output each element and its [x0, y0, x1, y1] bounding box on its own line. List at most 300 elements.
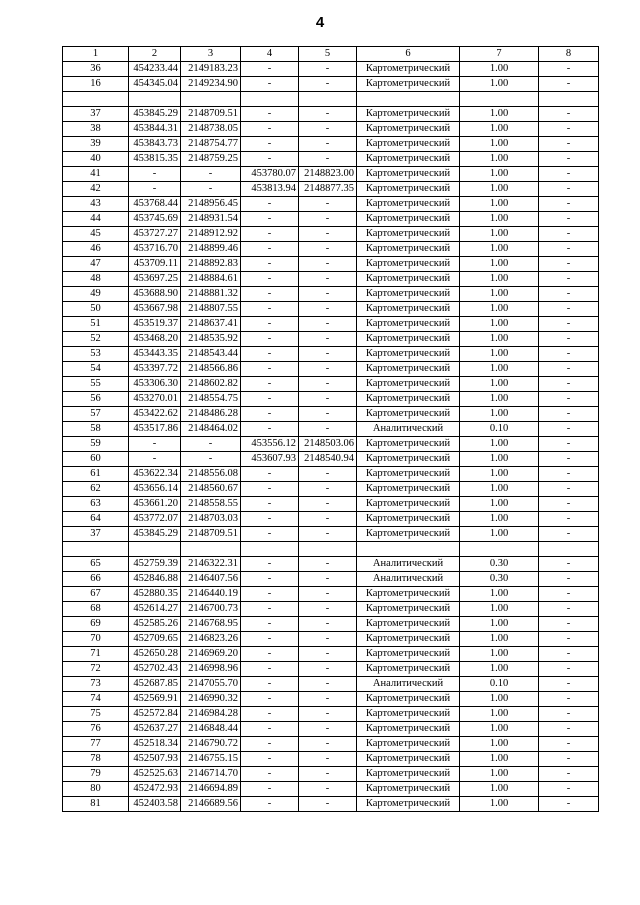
- point-number-cell: 74: [63, 692, 129, 707]
- table-row: [63, 632, 599, 647]
- table-row: [63, 512, 599, 527]
- note-cell: -: [539, 467, 599, 482]
- method-cell: Картометрический: [357, 767, 460, 782]
- method-cell: Картометрический: [357, 242, 460, 257]
- note-cell: -: [539, 122, 599, 137]
- new-y-coordinate-cell: -: [299, 572, 357, 587]
- note-cell: -: [539, 482, 599, 497]
- point-number-cell: 56: [63, 392, 129, 407]
- point-number-cell: 80: [63, 782, 129, 797]
- header-cell-col-4: 4: [241, 47, 299, 62]
- note-cell: [539, 542, 599, 557]
- new-x-coordinate-cell: -: [241, 557, 299, 572]
- new-y-coordinate-cell: -: [299, 797, 357, 812]
- new-x-coordinate-cell: 453780.07: [241, 167, 299, 182]
- y-coordinate-cell: 2148759.25: [181, 152, 241, 167]
- new-y-coordinate-cell: -: [299, 362, 357, 377]
- new-x-coordinate-cell: -: [241, 692, 299, 707]
- note-cell: -: [539, 422, 599, 437]
- table-row: [63, 242, 599, 257]
- header-cell-col-7: 7: [460, 47, 539, 62]
- method-cell: Картометрический: [357, 257, 460, 272]
- y-coordinate-cell: [181, 92, 241, 107]
- x-coordinate-cell: [129, 92, 181, 107]
- x-coordinate-cell: 453727.27: [129, 227, 181, 242]
- note-cell: -: [539, 707, 599, 722]
- table-row: [63, 527, 599, 542]
- new-x-coordinate-cell: -: [241, 302, 299, 317]
- note-cell: -: [539, 212, 599, 227]
- accuracy-cell: 1.00: [460, 347, 539, 362]
- table-row: [63, 272, 599, 287]
- method-cell: Картометрический: [357, 377, 460, 392]
- y-coordinate-cell: -: [181, 182, 241, 197]
- method-cell: Картометрический: [357, 197, 460, 212]
- accuracy-cell: [460, 542, 539, 557]
- table-row: [63, 227, 599, 242]
- table-row: [63, 317, 599, 332]
- x-coordinate-cell: 453397.72: [129, 362, 181, 377]
- method-cell: Картометрический: [357, 272, 460, 287]
- note-cell: -: [539, 182, 599, 197]
- accuracy-cell: 1.00: [460, 527, 539, 542]
- method-cell: Аналитический: [357, 557, 460, 572]
- table-row: [63, 707, 599, 722]
- point-number-cell: 64: [63, 512, 129, 527]
- new-x-coordinate-cell: -: [241, 602, 299, 617]
- point-number-cell: 49: [63, 287, 129, 302]
- new-y-coordinate-cell: -: [299, 137, 357, 152]
- new-x-coordinate-cell: -: [241, 377, 299, 392]
- point-number-cell: 72: [63, 662, 129, 677]
- point-number-cell: 68: [63, 602, 129, 617]
- note-cell: -: [539, 647, 599, 662]
- accuracy-cell: 1.00: [460, 407, 539, 422]
- note-cell: -: [539, 272, 599, 287]
- y-coordinate-cell: 2146322.31: [181, 557, 241, 572]
- x-coordinate-cell: 453656.14: [129, 482, 181, 497]
- accuracy-cell: 0.30: [460, 572, 539, 587]
- note-cell: -: [539, 137, 599, 152]
- table-row: [63, 647, 599, 662]
- point-number-cell: 76: [63, 722, 129, 737]
- point-number-cell: 75: [63, 707, 129, 722]
- note-cell: -: [539, 527, 599, 542]
- x-coordinate-cell: 453843.73: [129, 137, 181, 152]
- table-row: [63, 287, 599, 302]
- x-coordinate-cell: 453519.37: [129, 317, 181, 332]
- note-cell: -: [539, 632, 599, 647]
- method-cell: Картометрический: [357, 107, 460, 122]
- y-coordinate-cell: 2148703.03: [181, 512, 241, 527]
- table-row: [63, 347, 599, 362]
- x-coordinate-cell: 453622.34: [129, 467, 181, 482]
- new-y-coordinate-cell: -: [299, 242, 357, 257]
- new-x-coordinate-cell: -: [241, 677, 299, 692]
- x-coordinate-cell: 453667.98: [129, 302, 181, 317]
- new-x-coordinate-cell: -: [241, 257, 299, 272]
- note-cell: -: [539, 77, 599, 92]
- new-y-coordinate-cell: -: [299, 557, 357, 572]
- table-row: [63, 422, 599, 437]
- table-row: [63, 167, 599, 182]
- table-row: [63, 197, 599, 212]
- accuracy-cell: 1.00: [460, 587, 539, 602]
- new-x-coordinate-cell: -: [241, 707, 299, 722]
- accuracy-cell: 1.00: [460, 287, 539, 302]
- new-y-coordinate-cell: -: [299, 647, 357, 662]
- y-coordinate-cell: 2146790.72: [181, 737, 241, 752]
- point-number-cell: 16: [63, 77, 129, 92]
- new-y-coordinate-cell: 2148503.06: [299, 437, 357, 452]
- new-x-coordinate-cell: -: [241, 482, 299, 497]
- y-coordinate-cell: 2148535.92: [181, 332, 241, 347]
- new-y-coordinate-cell: -: [299, 212, 357, 227]
- y-coordinate-cell: 2148637.41: [181, 317, 241, 332]
- table-row: [63, 602, 599, 617]
- new-x-coordinate-cell: -: [241, 152, 299, 167]
- method-cell: Картометрический: [357, 167, 460, 182]
- new-y-coordinate-cell: -: [299, 347, 357, 362]
- point-number-cell: 77: [63, 737, 129, 752]
- method-cell: Картометрический: [357, 752, 460, 767]
- new-x-coordinate-cell: -: [241, 737, 299, 752]
- point-number-cell: 53: [63, 347, 129, 362]
- new-x-coordinate-cell: -: [241, 272, 299, 287]
- x-coordinate-cell: 452637.27: [129, 722, 181, 737]
- new-x-coordinate-cell: 453813.94: [241, 182, 299, 197]
- table-row: [63, 122, 599, 137]
- y-coordinate-cell: 2149234.90: [181, 77, 241, 92]
- new-y-coordinate-cell: -: [299, 707, 357, 722]
- new-y-coordinate-cell: -: [299, 722, 357, 737]
- y-coordinate-cell: 2148558.55: [181, 497, 241, 512]
- table-row: [63, 797, 599, 812]
- point-number-cell: [63, 92, 129, 107]
- header-cell-col-5: 5: [299, 47, 357, 62]
- accuracy-cell: 1.00: [460, 752, 539, 767]
- new-y-coordinate-cell: -: [299, 152, 357, 167]
- header-cell-col-6: 6: [357, 47, 460, 62]
- accuracy-cell: 1.00: [460, 767, 539, 782]
- note-cell: -: [539, 557, 599, 572]
- table-row: [63, 407, 599, 422]
- note-cell: -: [539, 257, 599, 272]
- y-coordinate-cell: 2147055.70: [181, 677, 241, 692]
- new-x-coordinate-cell: -: [241, 107, 299, 122]
- table-row: [63, 107, 599, 122]
- y-coordinate-cell: 2146694.89: [181, 782, 241, 797]
- new-x-coordinate-cell: -: [241, 797, 299, 812]
- new-y-coordinate-cell: -: [299, 317, 357, 332]
- accuracy-cell: 1.00: [460, 377, 539, 392]
- new-x-coordinate-cell: -: [241, 512, 299, 527]
- accuracy-cell: 1.00: [460, 137, 539, 152]
- new-x-coordinate-cell: -: [241, 782, 299, 797]
- point-number-cell: 38: [63, 122, 129, 137]
- table-row: [63, 437, 599, 452]
- x-coordinate-cell: 453270.01: [129, 392, 181, 407]
- x-coordinate-cell: 452846.88: [129, 572, 181, 587]
- table-row: [63, 62, 599, 77]
- new-y-coordinate-cell: -: [299, 302, 357, 317]
- method-cell: Аналитический: [357, 422, 460, 437]
- note-cell: -: [539, 332, 599, 347]
- point-number-cell: 54: [63, 362, 129, 377]
- new-x-coordinate-cell: 453607.93: [241, 452, 299, 467]
- accuracy-cell: 1.00: [460, 257, 539, 272]
- y-coordinate-cell: 2148884.61: [181, 272, 241, 287]
- method-cell: Картометрический: [357, 452, 460, 467]
- point-number-cell: 59: [63, 437, 129, 452]
- accuracy-cell: 1.00: [460, 122, 539, 137]
- new-y-coordinate-cell: -: [299, 617, 357, 632]
- y-coordinate-cell: 2146689.56: [181, 797, 241, 812]
- method-cell: Картометрический: [357, 722, 460, 737]
- table-row: [63, 752, 599, 767]
- table-row: [63, 362, 599, 377]
- y-coordinate-cell: 2148807.55: [181, 302, 241, 317]
- new-y-coordinate-cell: -: [299, 377, 357, 392]
- method-cell: Картометрический: [357, 512, 460, 527]
- table-row: [63, 152, 599, 167]
- accuracy-cell: 1.00: [460, 62, 539, 77]
- y-coordinate-cell: 2148899.46: [181, 242, 241, 257]
- table-row: [63, 77, 599, 92]
- y-coordinate-cell: 2148709.51: [181, 527, 241, 542]
- method-cell: Картометрический: [357, 407, 460, 422]
- new-y-coordinate-cell: -: [299, 602, 357, 617]
- note-cell: -: [539, 452, 599, 467]
- method-cell: Картометрический: [357, 137, 460, 152]
- method-cell: Картометрический: [357, 467, 460, 482]
- table-row: [63, 722, 599, 737]
- table-row: [63, 572, 599, 587]
- x-coordinate-cell: 453697.25: [129, 272, 181, 287]
- x-coordinate-cell: 452569.91: [129, 692, 181, 707]
- x-coordinate-cell: 453845.29: [129, 527, 181, 542]
- x-coordinate-cell: 453688.90: [129, 287, 181, 302]
- method-cell: Картометрический: [357, 152, 460, 167]
- point-number-cell: 42: [63, 182, 129, 197]
- note-cell: -: [539, 737, 599, 752]
- header-cell-col-3: 3: [181, 47, 241, 62]
- y-coordinate-cell: 2146823.26: [181, 632, 241, 647]
- y-coordinate-cell: 2146984.28: [181, 707, 241, 722]
- table-header: [63, 47, 599, 62]
- new-x-coordinate-cell: -: [241, 572, 299, 587]
- x-coordinate-cell: -: [129, 167, 181, 182]
- new-y-coordinate-cell: -: [299, 497, 357, 512]
- table-header-row: [63, 47, 599, 62]
- x-coordinate-cell: 453709.11: [129, 257, 181, 272]
- point-number-cell: 63: [63, 497, 129, 512]
- note-cell: -: [539, 497, 599, 512]
- new-x-coordinate-cell: -: [241, 242, 299, 257]
- method-cell: Картометрический: [357, 317, 460, 332]
- x-coordinate-cell: 452403.58: [129, 797, 181, 812]
- y-coordinate-cell: 2148956.45: [181, 197, 241, 212]
- point-number-cell: 78: [63, 752, 129, 767]
- accuracy-cell: 0.30: [460, 557, 539, 572]
- x-coordinate-cell: [129, 542, 181, 557]
- x-coordinate-cell: 452759.39: [129, 557, 181, 572]
- table-row: [63, 782, 599, 797]
- coordinates-table: [62, 46, 599, 812]
- new-x-coordinate-cell: -: [241, 467, 299, 482]
- new-y-coordinate-cell: -: [299, 332, 357, 347]
- new-y-coordinate-cell: -: [299, 632, 357, 647]
- x-coordinate-cell: -: [129, 182, 181, 197]
- accuracy-cell: 1.00: [460, 692, 539, 707]
- accuracy-cell: 1.00: [460, 482, 539, 497]
- note-cell: -: [539, 782, 599, 797]
- x-coordinate-cell: 454345.04: [129, 77, 181, 92]
- note-cell: -: [539, 617, 599, 632]
- table-row: [63, 467, 599, 482]
- y-coordinate-cell: 2146714.70: [181, 767, 241, 782]
- new-x-coordinate-cell: -: [241, 287, 299, 302]
- point-number-cell: 70: [63, 632, 129, 647]
- x-coordinate-cell: 452880.35: [129, 587, 181, 602]
- y-coordinate-cell: 2149183.23: [181, 62, 241, 77]
- point-number-cell: 46: [63, 242, 129, 257]
- new-y-coordinate-cell: -: [299, 257, 357, 272]
- new-y-coordinate-cell: -: [299, 527, 357, 542]
- table-row: [63, 392, 599, 407]
- table-row: [63, 497, 599, 512]
- accuracy-cell: 1.00: [460, 362, 539, 377]
- new-x-coordinate-cell: -: [241, 122, 299, 137]
- header-cell-col-8: 8: [539, 47, 599, 62]
- point-number-cell: 65: [63, 557, 129, 572]
- new-x-coordinate-cell: -: [241, 722, 299, 737]
- note-cell: -: [539, 692, 599, 707]
- y-coordinate-cell: 2148912.92: [181, 227, 241, 242]
- accuracy-cell: 1.00: [460, 452, 539, 467]
- accuracy-cell: 1.00: [460, 512, 539, 527]
- new-x-coordinate-cell: -: [241, 62, 299, 77]
- table-separator-row: [63, 542, 599, 557]
- y-coordinate-cell: 2148554.75: [181, 392, 241, 407]
- x-coordinate-cell: 454233.44: [129, 62, 181, 77]
- point-number-cell: 81: [63, 797, 129, 812]
- note-cell: -: [539, 167, 599, 182]
- table-row: [63, 677, 599, 692]
- point-number-cell: 37: [63, 527, 129, 542]
- x-coordinate-cell: 452572.84: [129, 707, 181, 722]
- note-cell: -: [539, 362, 599, 377]
- new-y-coordinate-cell: -: [299, 122, 357, 137]
- point-number-cell: 47: [63, 257, 129, 272]
- x-coordinate-cell: 453844.31: [129, 122, 181, 137]
- point-number-cell: 57: [63, 407, 129, 422]
- accuracy-cell: 1.00: [460, 497, 539, 512]
- new-y-coordinate-cell: -: [299, 737, 357, 752]
- x-coordinate-cell: 452709.65: [129, 632, 181, 647]
- table-row: [63, 257, 599, 272]
- table-row: [63, 617, 599, 632]
- new-y-coordinate-cell: -: [299, 107, 357, 122]
- accuracy-cell: 1.00: [460, 167, 539, 182]
- method-cell: [357, 542, 460, 557]
- point-number-cell: 79: [63, 767, 129, 782]
- note-cell: -: [539, 62, 599, 77]
- new-y-coordinate-cell: -: [299, 287, 357, 302]
- point-number-cell: 50: [63, 302, 129, 317]
- new-y-coordinate-cell: -: [299, 77, 357, 92]
- x-coordinate-cell: 453517.86: [129, 422, 181, 437]
- note-cell: -: [539, 302, 599, 317]
- method-cell: Картометрический: [357, 527, 460, 542]
- accuracy-cell: 1.00: [460, 737, 539, 752]
- x-coordinate-cell: 453422.62: [129, 407, 181, 422]
- y-coordinate-cell: -: [181, 452, 241, 467]
- method-cell: Картометрический: [357, 362, 460, 377]
- new-x-coordinate-cell: -: [241, 587, 299, 602]
- y-coordinate-cell: 2146848.44: [181, 722, 241, 737]
- method-cell: Картометрический: [357, 392, 460, 407]
- new-x-coordinate-cell: 453556.12: [241, 437, 299, 452]
- accuracy-cell: 1.00: [460, 77, 539, 92]
- table-row: [63, 557, 599, 572]
- new-y-coordinate-cell: -: [299, 407, 357, 422]
- accuracy-cell: 1.00: [460, 227, 539, 242]
- new-x-coordinate-cell: -: [241, 752, 299, 767]
- y-coordinate-cell: 2146998.96: [181, 662, 241, 677]
- note-cell: -: [539, 437, 599, 452]
- note-cell: -: [539, 797, 599, 812]
- y-coordinate-cell: 2148738.05: [181, 122, 241, 137]
- note-cell: -: [539, 677, 599, 692]
- y-coordinate-cell: 2148881.32: [181, 287, 241, 302]
- table-row: [63, 332, 599, 347]
- x-coordinate-cell: 453661.20: [129, 497, 181, 512]
- note-cell: -: [539, 227, 599, 242]
- accuracy-cell: 1.00: [460, 707, 539, 722]
- accuracy-cell: 1.00: [460, 242, 539, 257]
- point-number-cell: 67: [63, 587, 129, 602]
- new-y-coordinate-cell: 2148877.35: [299, 182, 357, 197]
- new-y-coordinate-cell: -: [299, 392, 357, 407]
- note-cell: -: [539, 767, 599, 782]
- accuracy-cell: 1.00: [460, 302, 539, 317]
- y-coordinate-cell: 2148556.08: [181, 467, 241, 482]
- x-coordinate-cell: 453716.70: [129, 242, 181, 257]
- table-body: [63, 62, 599, 812]
- new-y-coordinate-cell: -: [299, 677, 357, 692]
- new-y-coordinate-cell: -: [299, 662, 357, 677]
- new-x-coordinate-cell: -: [241, 407, 299, 422]
- method-cell: Аналитический: [357, 677, 460, 692]
- table-row: [63, 662, 599, 677]
- accuracy-cell: 1.00: [460, 212, 539, 227]
- accuracy-cell: [460, 92, 539, 107]
- accuracy-cell: 1.00: [460, 197, 539, 212]
- x-coordinate-cell: 452472.93: [129, 782, 181, 797]
- point-number-cell: 44: [63, 212, 129, 227]
- new-y-coordinate-cell: -: [299, 272, 357, 287]
- new-x-coordinate-cell: -: [241, 317, 299, 332]
- note-cell: -: [539, 722, 599, 737]
- new-x-coordinate-cell: -: [241, 647, 299, 662]
- x-coordinate-cell: 453845.29: [129, 107, 181, 122]
- new-x-coordinate-cell: -: [241, 227, 299, 242]
- note-cell: -: [539, 602, 599, 617]
- x-coordinate-cell: 453468.20: [129, 332, 181, 347]
- y-coordinate-cell: 2146768.95: [181, 617, 241, 632]
- point-number-cell: 48: [63, 272, 129, 287]
